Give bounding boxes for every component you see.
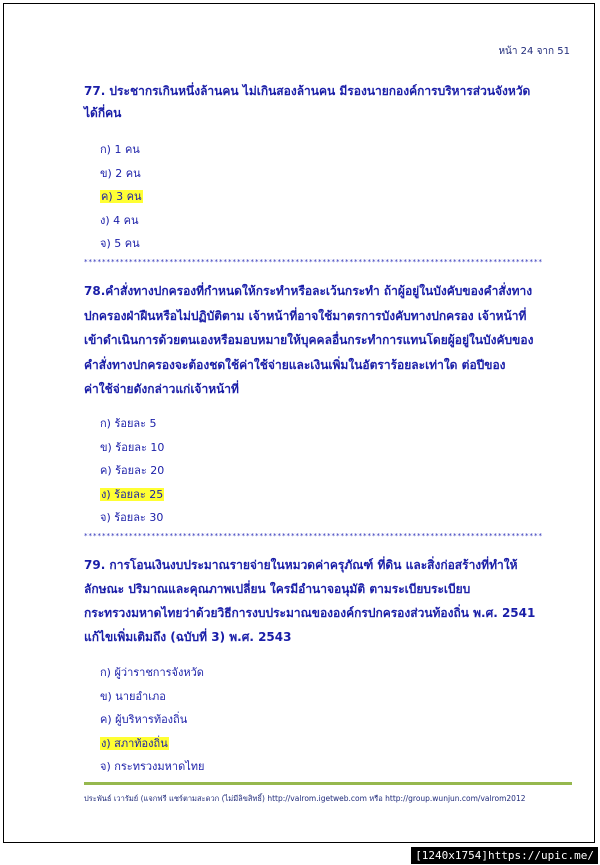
- option-d-answer: [100, 483, 164, 507]
- question-77: [84, 80, 574, 124]
- option-c: ค) ร้อยละ 20: [100, 464, 165, 477]
- watermark-label: [1240x1754]https://upic.me/: [411, 847, 598, 864]
- document-page: [3, 3, 595, 843]
- option-a: ก) ร้อยละ 5: [100, 417, 157, 430]
- question-79: [84, 553, 574, 649]
- footer-credit: ประพันธ์ เวารัมย์ (แจกฟรี แชร์ตามสะดวก (ไม่มีลิขสิทธิ์) http://valrom.igetweb.com หรือ http://group.wunjun.com/valrom2012: [84, 794, 526, 803]
- answer-highlight: ง) ร้อยละ 25: [101, 487, 164, 501]
- option-a: ก) ผู้ว่าราชการจังหวัด: [100, 666, 204, 679]
- option-c: ค) ผู้บริหารท้องถิ่น: [100, 713, 188, 726]
- option-b: ข) 2 คน: [100, 166, 141, 180]
- option-b: ข) นายอำเภอ: [100, 689, 166, 703]
- option-c-answer: [100, 185, 143, 209]
- question-79-line-1: 79. การโอนเงินงบประมาณรายจ่ายในหมวดค่าครุภัณฑ์ ที่ดิน และสิ่งก่อสร้างที่ทำให้: [84, 558, 518, 572]
- question-77-line-1: 77. ประชากรเกินหนึ่งล้านคน ไม่เกินสองล้านคน มีรองนายกองค์การบริหารส่วนจังหวัด: [84, 84, 531, 98]
- question-79-line-2: ลักษณะ ปริมาณและคุณภาพเปลี่ยน ใครมีอำนาจอนุมัติ ตามระเบียบระเบียบ: [84, 582, 471, 596]
- answer-highlight: ค) 3 คน: [101, 190, 142, 203]
- question-78-options: [100, 412, 164, 530]
- question-77-options: [100, 138, 143, 256]
- question-77-line-2: ได้กี่คน: [84, 106, 122, 120]
- question-78-line-4: คำสั่งทางปกครองจะต้องชดใช้ค่าใช้จ่ายและเงินเพิ่มในอัตราร้อยละเท่าใด ต่อปีของ: [84, 357, 506, 372]
- question-79-line-3: กระทรวงมหาดไทยว่าด้วยวิธีการงบประมาณขององค์กรปกครองส่วนท้องถิ่น พ.ศ. 2541: [84, 606, 536, 620]
- option-a: ก) 1 คน: [100, 143, 140, 156]
- separator: ******************************************************************************************************: [84, 258, 543, 266]
- footer-divider: [84, 782, 572, 785]
- option-d: ง) 4 คน: [100, 213, 139, 227]
- option-d-answer: [100, 732, 204, 756]
- question-78-line-3: เข้าดำเนินการด้วยตนเองหรือมอบหมายให้บุคคลอื่นกระทำการแทนโดยผู้อยู่ในบังคับของ: [84, 333, 534, 347]
- question-78-line-2: ปกครองฝ่าฝืนหรือไม่ปฏิบัติตาม เจ้าหน้าที่อาจใช้มาตรการบังคับทางปกครอง เจ้าหน้าที่: [84, 308, 527, 323]
- answer-highlight: ง) สภาท้องถิ่น: [101, 736, 168, 750]
- question-79-line-4: แก้ไขเพิ่มเติมถึง (ฉบับที่ 3) พ.ศ. 2543: [84, 630, 292, 644]
- option-e: จ) กระทรวงมหาดไทย: [100, 760, 205, 773]
- option-e: จ) 5 คน: [100, 237, 140, 250]
- separator: ******************************************************************************************************: [84, 532, 543, 540]
- option-e: จ) ร้อยละ 30: [100, 511, 164, 524]
- question-78-line-1: 78.คำสั่งทางปกครองที่กำหนดให้กระทำหรือละเว้นกระทำ ถ้าผู้อยู่ในบังคับของคำสั่งทาง: [84, 284, 533, 298]
- question-79-options: [100, 661, 204, 779]
- question-78-line-5: ค่าใช้จ่ายดังกล่าวแก่เจ้าหน้าที่: [84, 382, 239, 396]
- question-78: [84, 279, 574, 402]
- option-b: ข) ร้อยละ 10: [100, 440, 165, 454]
- page-number: หน้า 24 จาก 51: [498, 46, 570, 57]
